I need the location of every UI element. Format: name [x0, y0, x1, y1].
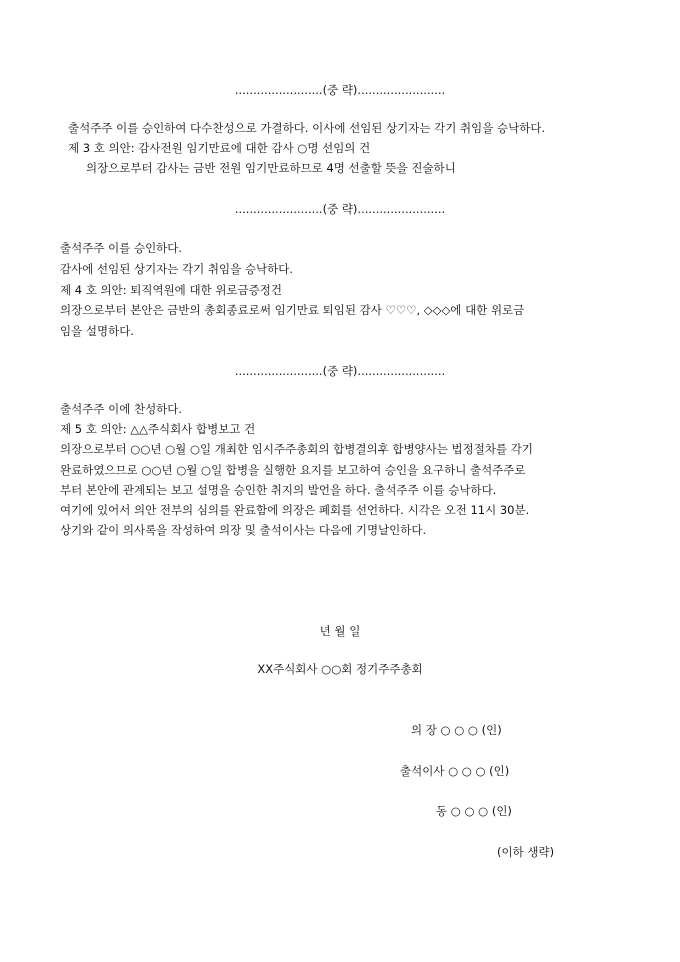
paragraph-line: 의장으로부터 감사는 금반 전원 임기만료하므로 4명 선출할 뜻을 진술하니 [86, 161, 456, 175]
omission-separator-3: ........................(중 략)........................ [234, 364, 446, 378]
paragraph-line: 제 4 호 의안: 퇴직역원에 대한 위로금증정건 [60, 283, 282, 297]
paragraph-line: 감사에 선임된 상기자는 각기 취임을 승낙하다. [60, 262, 294, 276]
omission-separator-2: ........................(중 략)........................ [234, 202, 446, 216]
omission-separator-1: ........................(중 략)........................ [234, 83, 446, 97]
paragraph-line: 출석주주 이에 찬성하다. [60, 402, 183, 416]
paragraph-line: 여기에 있어서 의안 전부의 심의를 완료함에 의장은 폐회를 선언하다. 시각은 오전 11시 30분. [60, 503, 530, 517]
paragraph-line: 제 5 호 의안: △△주식회사 합병보고 건 [60, 422, 256, 436]
date-line: 년 월 일 [319, 624, 361, 638]
paragraph-line: 제 3 호 의안: 감사전원 임기만료에 대한 감사 ○명 선임의 건 [68, 141, 371, 155]
paragraph-line: 의장으로부터 ○○년 ○월 ○일 개최한 임시주주총회의 합병결의후 합병양사는 법정절차를 각기 [60, 442, 533, 456]
paragraph-line: 출석주주 이를 승인하다. [60, 241, 183, 255]
paragraph-line: 출석주주 이를 승인하여 다수찬성으로 가결하다. 이사에 선임된 상기자는 각기 취임을 승낙하다. [68, 121, 546, 135]
paragraph-line: 의장으로부터 본안은 금반의 총회종료로써 임기만료 퇴임된 감사 ♡♡♡, ◇◇◇에 대한 위로금 [60, 303, 525, 317]
paragraph-line: 완료하였으므로 ○○년 ○월 ○일 합병을 실행한 요지를 보고하여 승인을 요구하니 출석주주로 [60, 463, 526, 477]
paragraph-line: 임을 설명하다. [60, 324, 134, 338]
signature-same: 동 ○ ○ ○ (인) [436, 804, 512, 818]
omission-note: (이하 생략) [497, 845, 555, 859]
meeting-title: XX주식회사 ○○회 정기주주총회 [257, 662, 423, 676]
signature-director: 출석이사 ○ ○ ○ (인) [400, 764, 510, 778]
paragraph-line: 부터 본안에 관계되는 보고 설명을 승인한 취지의 발언을 하다. 출석주주 이를 승낙하다. [60, 483, 497, 497]
paragraph-line: 상기와 같이 의사록을 작성하여 의장 및 출석이사는 다음에 기명날인하다. [60, 523, 427, 537]
signature-chairman: 의 장 ○ ○ ○ (인) [411, 723, 502, 737]
